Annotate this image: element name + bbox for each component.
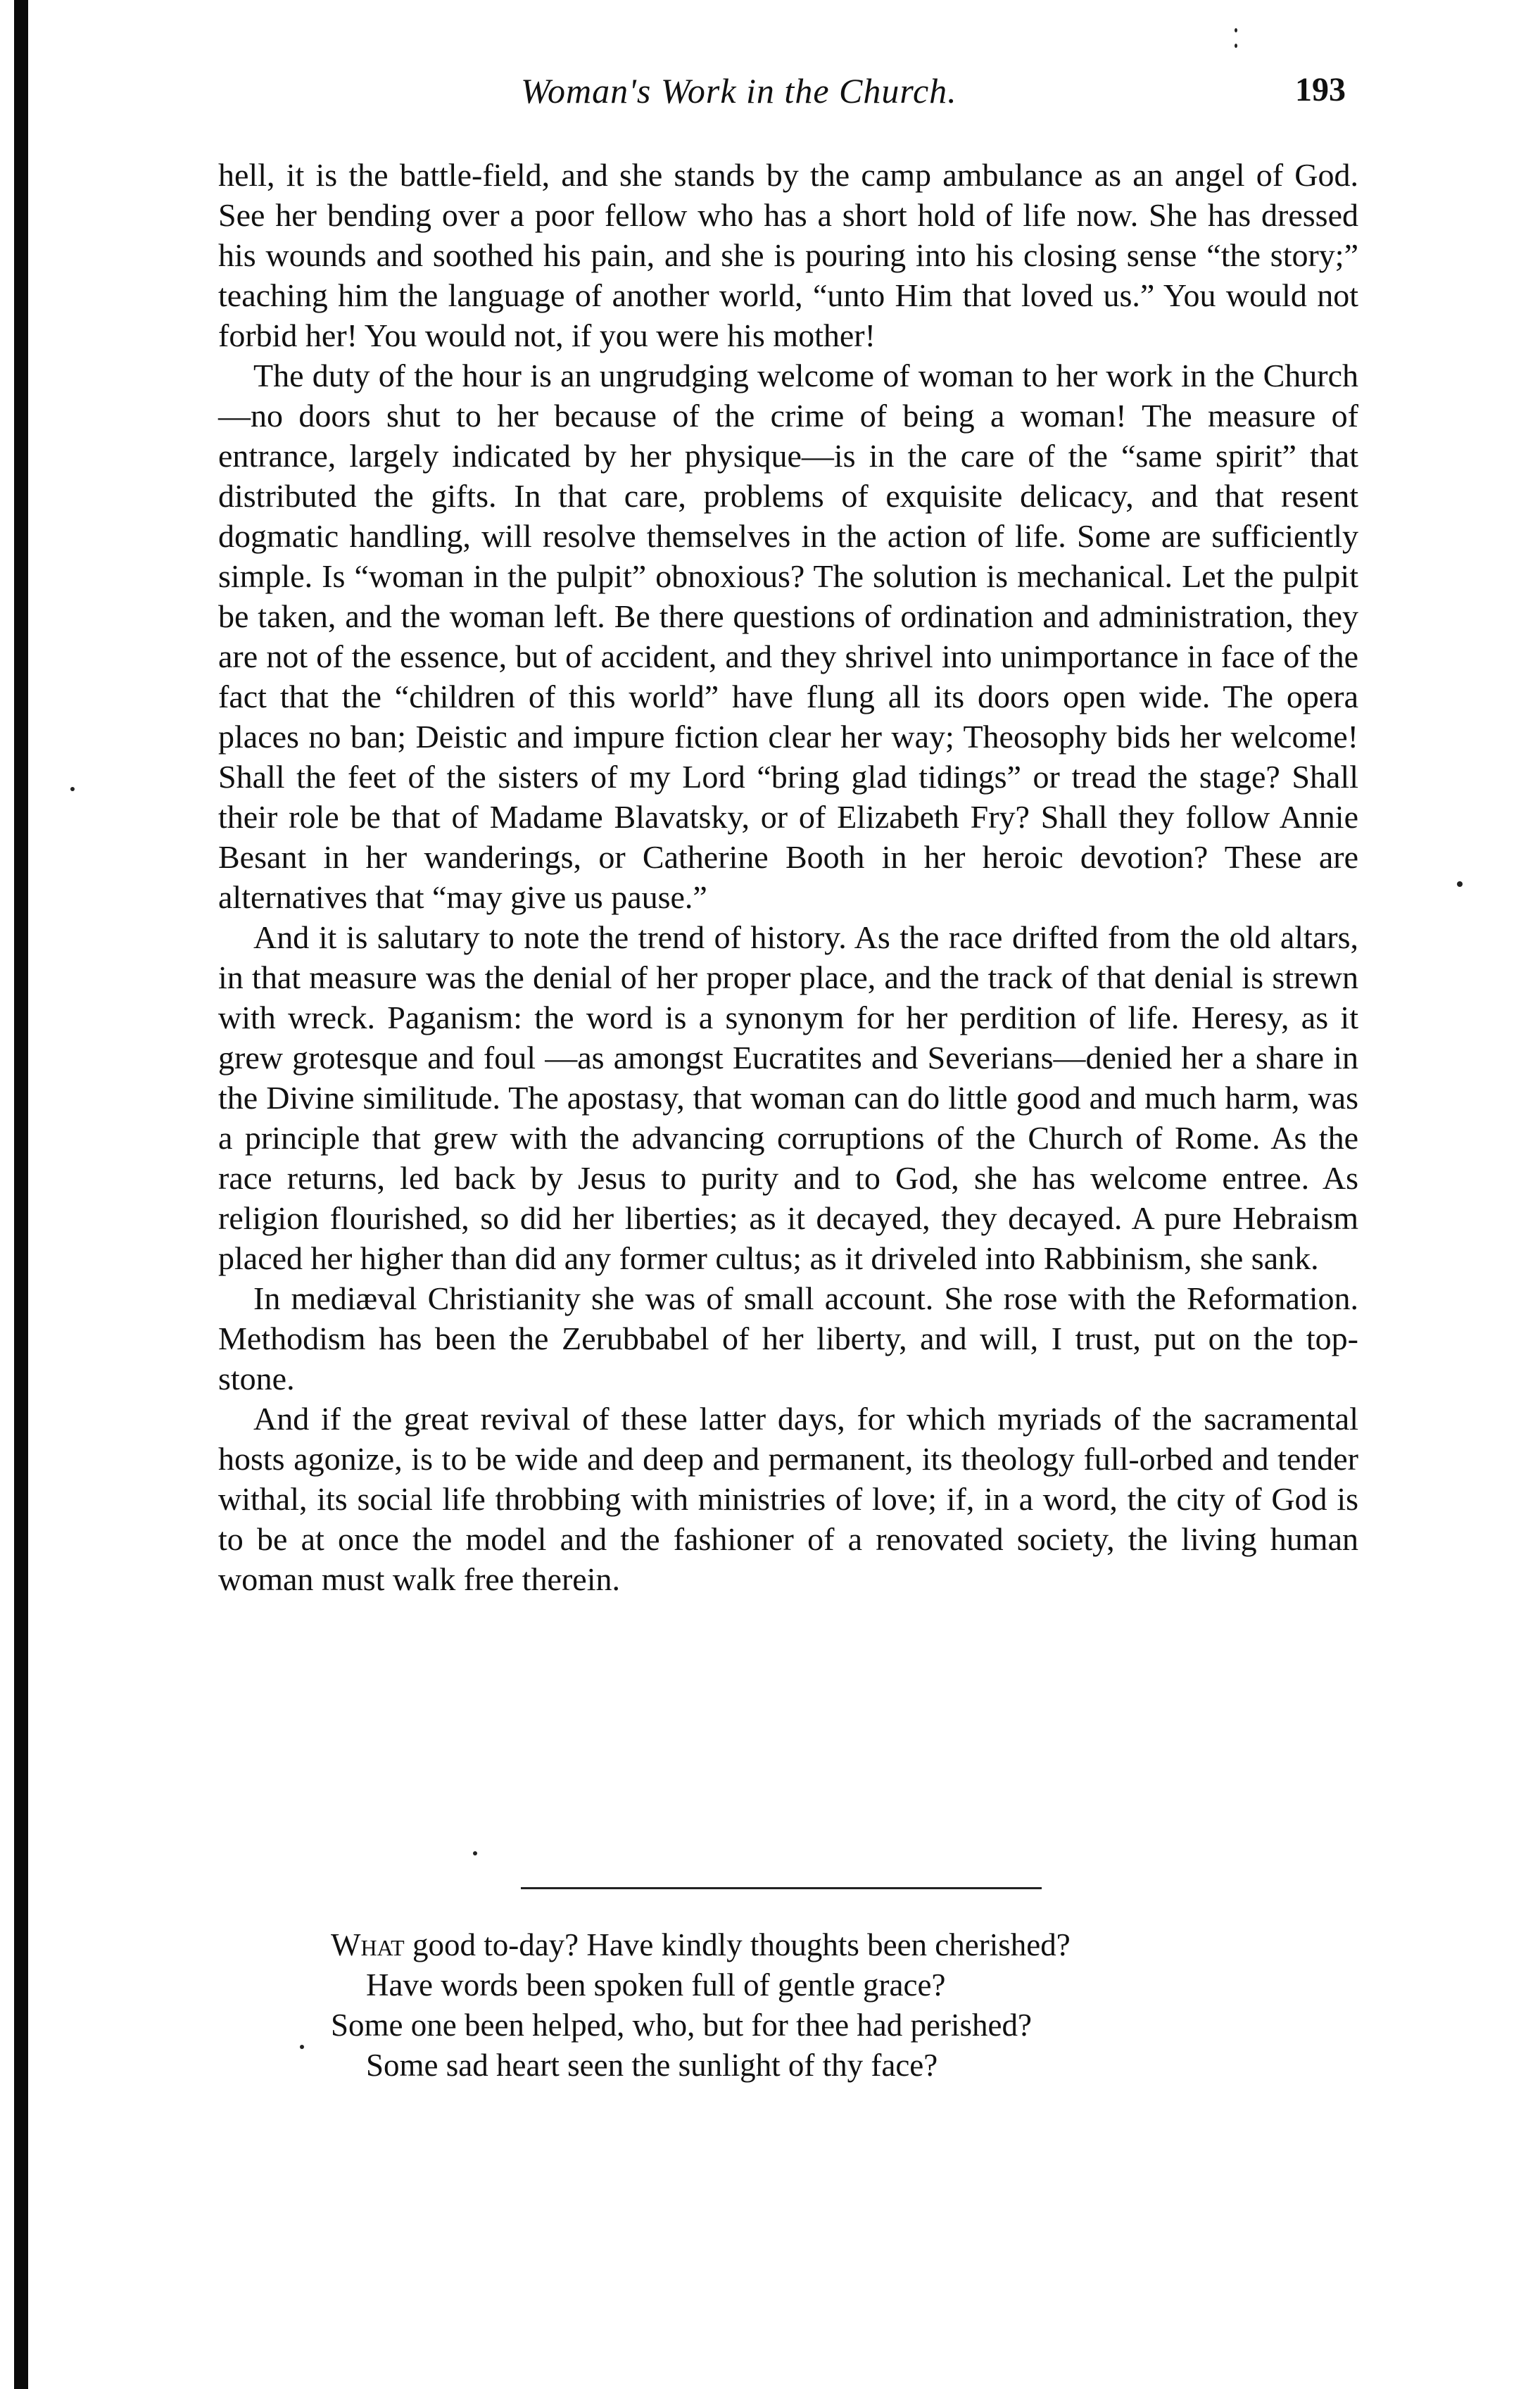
- paragraph-continued: hell, it is the battle-field, and she stands by the camp ambulance as an angel of God. See her bending over a poor fellow who has a short hold of life now. She has dressed his wounds and soothed his pain, and she is pouring into his closing sense “the story;” teaching him the language of another world, “unto Him that loved us.” You would not forbid her! You would not, if you were his mother!: [218, 157, 1358, 353]
- poem-line: Some sad heart seen the sunlight of thy face?: [366, 2048, 938, 2083]
- poem-line: Some one been helped, who, but for thee had perished?: [331, 2007, 1032, 2043]
- page-number: 193: [1295, 71, 1346, 108]
- poem-line: Have words been spoken full of gentle grace?: [366, 1967, 946, 2003]
- section-divider: [521, 1887, 1042, 1889]
- running-title: Woman's Work in the Church.: [521, 71, 957, 111]
- poem: [331, 1925, 1351, 2086]
- article-body: [218, 155, 1358, 1599]
- paragraph: And if the great revival of these latter days, for which myriads of the sacramental hosts agonize, is to be wide and deep and permanent, its theology full-orbed and tender withal, its social life throbbing with ministries of love; if, in a word, the city of God is to be at once the model and the fashioner of a renovated society, the living human woman must walk free therein.: [218, 1401, 1358, 1597]
- running-head: [0, 70, 1540, 134]
- scan-speck: [473, 1851, 477, 1855]
- poem-first-word: What: [331, 1927, 405, 1962]
- scan-speck: [70, 787, 75, 791]
- paragraph: And it is salutary to note the trend of history. As the race drifted from the old altars, in that measure was the denial of her proper place, and the track of that denial is strewn with wreck. Paganism: the word is a synonym for her perdition of life. Heresy, as it grew grotesque and foul —as amongst Eucratites and Severians—denied her a share in the Divine similitude. The apostasy, that woman can do little good and much harm, was a principle that grew with the advancing corruptions of the Church of Rome. As the race returns, led back by Jesus to purity and to God, she has welcome entree. As religion flourished, so did her liberties; as it decayed, they decayed. A pure Hebraism placed her higher than did any former cultus; as it driveled into Rabbinism, she sank.: [218, 919, 1358, 1276]
- scan-speck: [300, 2045, 304, 2049]
- poem-line: [331, 1925, 1351, 1965]
- scan-speck: [1235, 44, 1237, 48]
- poem-line-rest: good to-day? Have kindly thoughts been cherished?: [404, 1927, 1071, 1962]
- paragraph: The duty of the hour is an ungrudging welcome of woman to her work in the Church—no doors shut to her because of the crime of being a woman! The measure of entrance, largely indicated by her physique—is in the care of the “same spirit” that distributed the gifts. In that care, problems of exquisite delicacy, and that resent dogmatic handling, will resolve themselves in the action of life. Some are sufficiently simple. Is “woman in the pulpit” obnoxious? The solution is mechanical. Let the pulpit be taken, and the woman left. Be there questions of ordination and administration, they are not of the essence, but of accident, and they shrivel into unimportance in face of the fact that the “children of this world” have flung all its doors open wide. The opera places no ban; Deistic and impure fiction clear her way; Theosophy bids her welcome! Shall the feet of the sisters of my Lord “bring glad tidings” or tread the stage? Shall their role be that of Madame Blavatsky, or of Elizabeth Fry? Shall they follow Annie Besant in her wanderings, or Catherine Booth in her heroic devotion? These are alternatives that “may give us pause.”: [218, 358, 1358, 915]
- paragraph: In mediæval Christianity she was of small account. She rose with the Reformation. Methodism has been the Zerubbabel of her liberty, and will, I trust, put on the top-stone.: [218, 1280, 1358, 1397]
- scan-edge-shadow: [14, 0, 28, 2389]
- scan-speck: [1235, 28, 1237, 32]
- scan-speck: [1457, 881, 1463, 887]
